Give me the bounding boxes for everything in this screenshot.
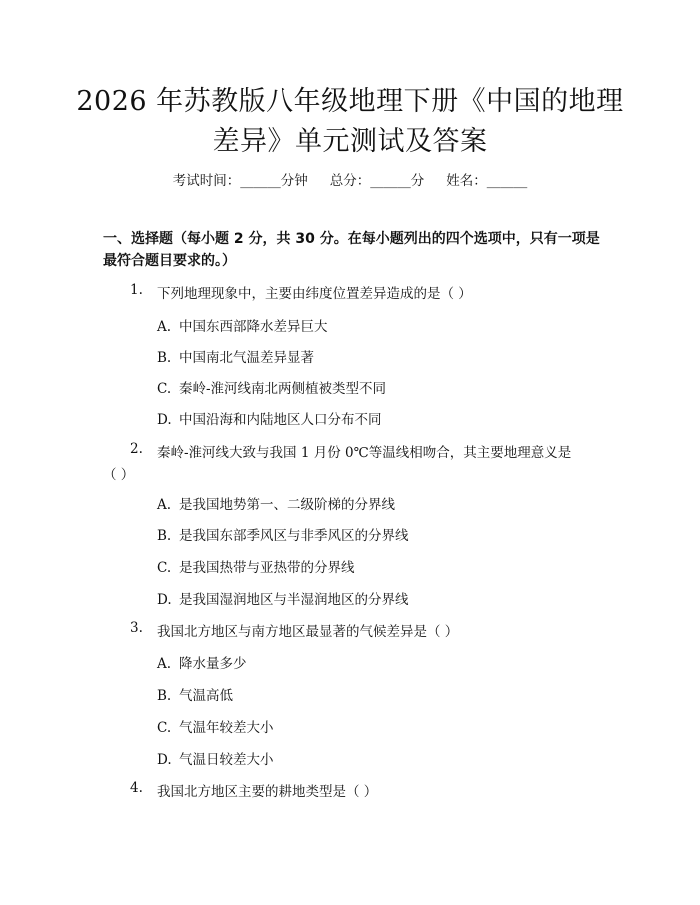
option-label: A.	[157, 319, 172, 335]
document-title	[0, 82, 700, 162]
option-1c	[157, 377, 386, 397]
option-label: C.	[157, 560, 172, 576]
option-1a	[157, 315, 328, 335]
option-3a	[157, 652, 247, 672]
option-text: 是我国地势第一、二级阶梯的分界线	[179, 497, 395, 513]
option-2b	[157, 524, 409, 544]
option-text: 中国沿海和内陆地区人口分布不同	[179, 412, 382, 428]
question-number: 3.	[130, 620, 143, 636]
option-1d	[157, 408, 382, 428]
question-text: 下列地理现象中，主要由纬度位置差异造成的是（ ）	[157, 286, 472, 302]
option-2a	[157, 493, 395, 513]
option-label: D.	[157, 752, 172, 768]
student-name-label: 姓名：______	[446, 173, 528, 189]
option-label: B.	[157, 688, 172, 704]
question-text: 我国北方地区与南方地区最显著的气候差异是（ ）	[157, 624, 459, 640]
section-heading: 一、选择题（每小题 2 分，共 30 分。在每小题列出的四个选项中，只有一项是最符合题目要求的。）	[103, 231, 600, 269]
option-label: B.	[157, 528, 172, 544]
question-number: 2.	[130, 441, 143, 457]
option-text: 是我国东部季风区与非季风区的分界线	[179, 528, 409, 544]
option-text: 降水量多少	[179, 656, 247, 672]
option-text: 气温日较差大小	[179, 752, 274, 768]
option-label: A.	[157, 656, 172, 672]
option-1b	[157, 346, 314, 366]
option-label: C.	[157, 720, 172, 736]
option-text: 中国南北气温差异显著	[179, 350, 314, 366]
option-text: 气温年较差大小	[179, 720, 274, 736]
option-2d	[157, 588, 409, 608]
question-text: 秦岭-淮河线大致与我国 1 月份 0℃等温线相吻合，其主要地理意义是	[157, 445, 572, 461]
option-3c	[157, 716, 274, 736]
option-3b	[157, 684, 233, 704]
option-label: D.	[157, 412, 172, 428]
option-text: 秦岭-淮河线南北两侧植被类型不同	[179, 381, 387, 397]
question-2-continuation: （ ）	[103, 467, 135, 483]
option-text: 是我国湿润地区与半湿润地区的分界线	[179, 592, 409, 608]
question-text: 我国北方地区主要的耕地类型是（ ）	[157, 784, 378, 800]
option-text: 是我国热带与亚热带的分界线	[179, 560, 355, 576]
question-number: 4.	[130, 780, 143, 796]
option-label: A.	[157, 497, 172, 513]
option-text: 气温高低	[179, 688, 233, 704]
exam-meta	[0, 169, 700, 189]
option-label: C.	[157, 381, 172, 397]
question-number: 1.	[130, 282, 143, 298]
option-label: D.	[157, 592, 172, 608]
exam-time-label: 考试时间：______分钟	[172, 173, 308, 189]
total-score-label: 总分：______分	[329, 173, 425, 189]
option-label: B.	[157, 350, 172, 366]
option-3d	[157, 748, 274, 768]
title-line-1: 2026 年苏教版八年级地理下册《中国的地理	[76, 86, 624, 117]
option-text: 中国东西部降水差异巨大	[179, 319, 328, 335]
option-2c	[157, 556, 355, 576]
title-line-2: 差异》单元测试及答案	[212, 126, 488, 157]
